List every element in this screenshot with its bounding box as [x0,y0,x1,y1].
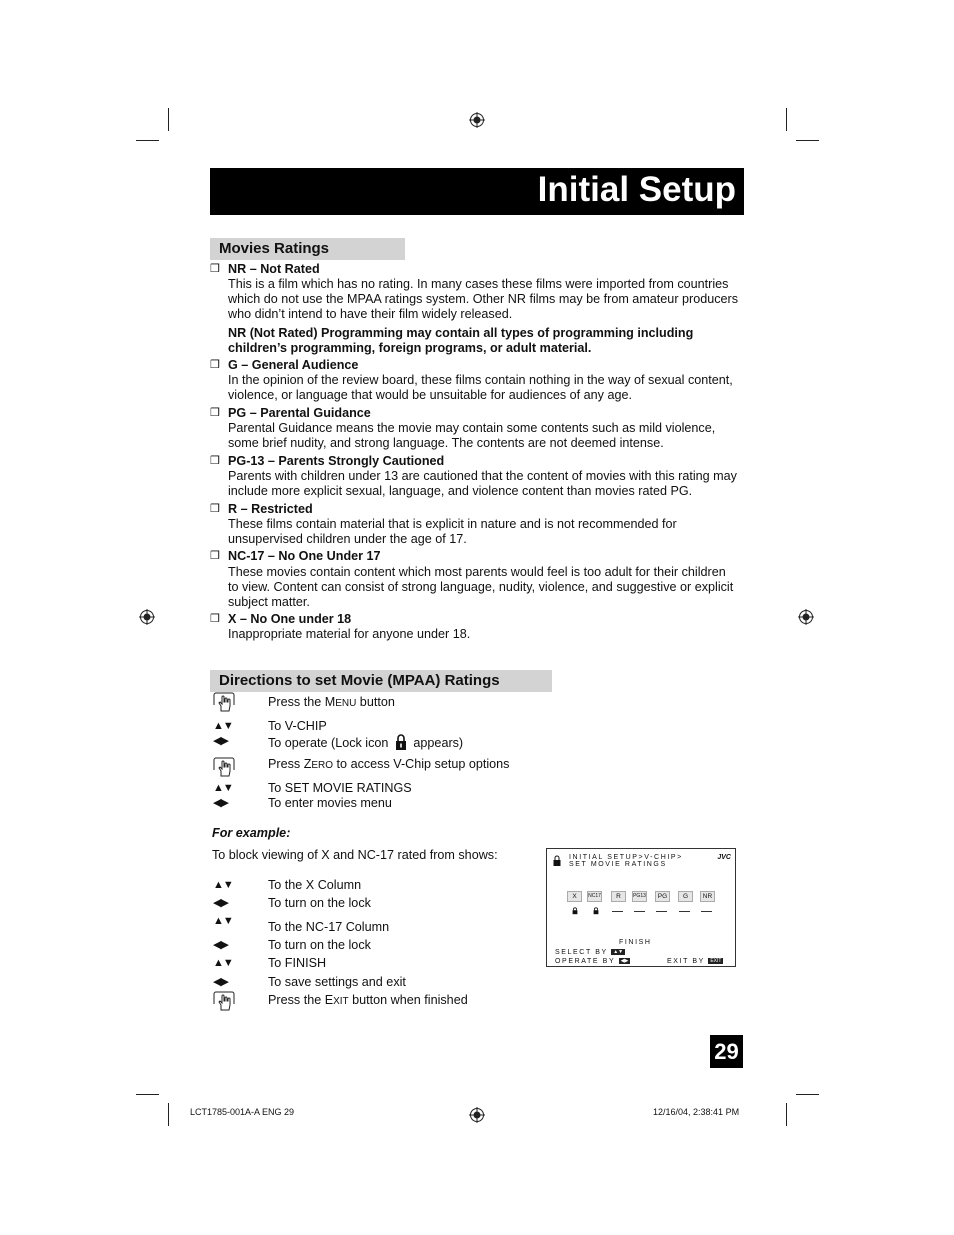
step-text: button when finished [348,993,468,1007]
crop-mark [796,140,819,141]
step-press-zero [268,757,509,773]
registration-mark-icon [469,1107,485,1123]
brand-logo: JVC [717,854,731,861]
unlocked-dash [679,911,690,912]
rating-x [210,612,750,642]
left-right-key-icon: ◀▶ [620,958,629,965]
footer-doc-code: LCT1785-001A-A ENG 29 [190,1107,295,1117]
page-title-bar [210,168,744,215]
rating-line: In the opinion of the review board, these films contain nothing in the way of sexual content, [228,373,733,387]
rating-line: subject matter. [228,595,310,609]
page-number: 29 [710,1035,743,1068]
rating-line: These films contain material that is explicit in nature and is not recommended for [228,517,677,531]
step-text: to access V-Chip setup options [333,757,510,771]
step-to-operate [268,734,463,751]
select-hint [555,949,625,956]
step-text: Press the E [268,993,334,1007]
column-pg13[interactable]: PG13 [632,891,647,902]
example-intro: To block viewing of X and NC-17 rated from shows: [212,848,498,862]
up-down-arrows-icon: ▲▼ [213,957,233,969]
crop-mark [136,1094,159,1095]
lock-icon [395,734,407,750]
step-to-set-movie: To SET MOVIE RATINGS [268,781,412,795]
column-nr[interactable]: NR [700,891,715,902]
unlocked-dash [612,911,623,912]
registration-mark-icon [798,609,814,625]
unlocked-dash [634,911,645,912]
rating-line: some brief nudity, and strong language. The contents are not deemed intense. [228,436,664,450]
hand-press-icon [213,756,235,778]
column-nc17[interactable]: NC17 [587,891,602,902]
rating-line: These movies contain content which most parents would feel is too adult for their children [228,565,726,579]
rating-title: ❒ X – No One under 18 [210,612,750,627]
lock-icon [553,855,561,867]
rating-pg [210,406,750,451]
footer-timestamp: 12/16/04, 2:38:41 PM [653,1107,740,1117]
rating-line: Parental Guidance means the movie may contain some contents such as mild violence, [228,421,716,435]
rating-line: This is a film which has no rating. In many cases these films were imported from countries [228,277,729,291]
example-step: To the X Column [268,878,362,892]
step-press-menu [268,695,395,711]
left-right-arrows-icon: ◀▶ [213,735,228,747]
step-text: appears) [413,736,464,750]
rating-line: which do not use the MPAA ratings system. Other NR films may be from amateur producers [228,292,739,306]
up-down-arrows-icon: ▲▼ [213,879,233,891]
lock-icon [590,907,602,915]
example-step: To save settings and exit [268,975,406,989]
step-text: button [356,695,395,709]
crop-mark [168,108,169,131]
rating-title: ❒ PG – Parental Guidance [210,406,750,421]
crop-mark [786,1103,787,1126]
crop-mark [168,1103,169,1126]
step-to-enter-movies: To enter movies menu [268,796,392,810]
rating-nr [210,262,750,356]
rating-line: who didn’t intend to have their film widely released. [228,307,513,321]
section-heading-directions: Directions to set Movie (MPAA) Ratings [210,670,552,692]
menu-title: SET MOVIE RATINGS [569,861,667,868]
registration-mark-icon [469,112,485,128]
example-step: To FINISH [268,956,327,970]
rating-title: ❒ NR – Not Rated [210,262,750,277]
hand-press-icon [213,990,235,1012]
rating-line: to view. Content can consist of strong language, nudity, violence, and suggestive or explicit [228,580,734,594]
operate-hint [555,958,630,965]
step-text: Press Z [268,757,312,771]
example-step: To the NC-17 Column [268,920,390,934]
nr-warning-line: NR (Not Rated) Programming may contain all types of programming including [228,326,694,340]
example-step-press-exit [268,993,468,1009]
page-title: Initial Setup [537,170,736,209]
unlocked-dash [656,911,667,912]
step-to-vchip: To V-CHIP [268,719,327,733]
hint-text: OPERATE BY [555,958,616,965]
up-down-key-icon: ▲▼ [613,949,624,956]
up-down-arrows-icon: ▲▼ [213,782,233,794]
up-down-arrows-icon: ▲▼ [213,915,233,927]
rating-line: unsupervised children under the age of 17. [228,532,467,546]
crop-mark [136,140,159,141]
registration-mark-icon [139,609,155,625]
nr-warning-line: children’s programming, foreign programs, or adult material. [228,341,592,355]
rating-title: ❒ R – Restricted [210,502,750,517]
finish-option[interactable]: FINISH [619,939,652,946]
crop-mark [786,108,787,131]
step-text: ENU [335,698,357,709]
crop-mark [796,1094,819,1095]
rating-title: ❒ G – General Audience [210,358,750,373]
hand-press-icon [213,691,235,713]
step-text: XIT [333,996,349,1007]
exit-hint [667,958,723,965]
left-right-arrows-icon: ◀▶ [213,897,228,909]
left-right-arrows-icon: ◀▶ [213,939,228,951]
example-label: For example: [212,826,291,840]
column-g[interactable]: G [678,891,693,902]
menu-breadcrumb: INITIAL SETUP>V-CHIP> [569,854,683,861]
column-r[interactable]: R [611,891,626,902]
rating-line: violence, or language that would be unsuitable for audiences of any age. [228,388,632,402]
rating-line: Parents with children under 13 are cautioned that the content of movies with this rating may [228,469,737,483]
hint-text: EXIT BY [667,958,705,965]
rating-r [210,502,750,547]
rating-line: include more explicit sexual, language, and violence content than movies rated PG. [228,484,693,498]
rating-title: ❒ NC-17 – No One Under 17 [210,549,750,564]
rating-nc17 [210,549,750,610]
step-text: Press the M [268,695,336,709]
left-right-arrows-icon: ◀▶ [213,797,228,809]
rating-line: Inappropriate material for anyone under 18. [228,627,471,641]
rating-pg13 [210,454,750,499]
lock-icon [569,907,581,915]
example-step: To turn on the lock [268,896,371,910]
hint-text: SELECT BY [555,949,608,956]
column-pg[interactable]: PG [655,891,670,902]
step-text: To operate (Lock icon [268,736,389,750]
vchip-menu-screen [546,848,736,967]
rating-title: ❒ PG-13 – Parents Strongly Cautioned [210,454,750,469]
column-x[interactable]: X [567,891,582,902]
left-right-arrows-icon: ◀▶ [213,976,228,988]
up-down-arrows-icon: ▲▼ [213,720,233,732]
step-text: ERO [311,760,334,771]
unlocked-dash [701,911,712,912]
section-heading-movies-ratings: Movies Ratings [210,238,405,260]
rating-g [210,358,750,403]
example-step: To turn on the lock [268,938,371,952]
exit-key-icon: EXIT [710,958,722,965]
